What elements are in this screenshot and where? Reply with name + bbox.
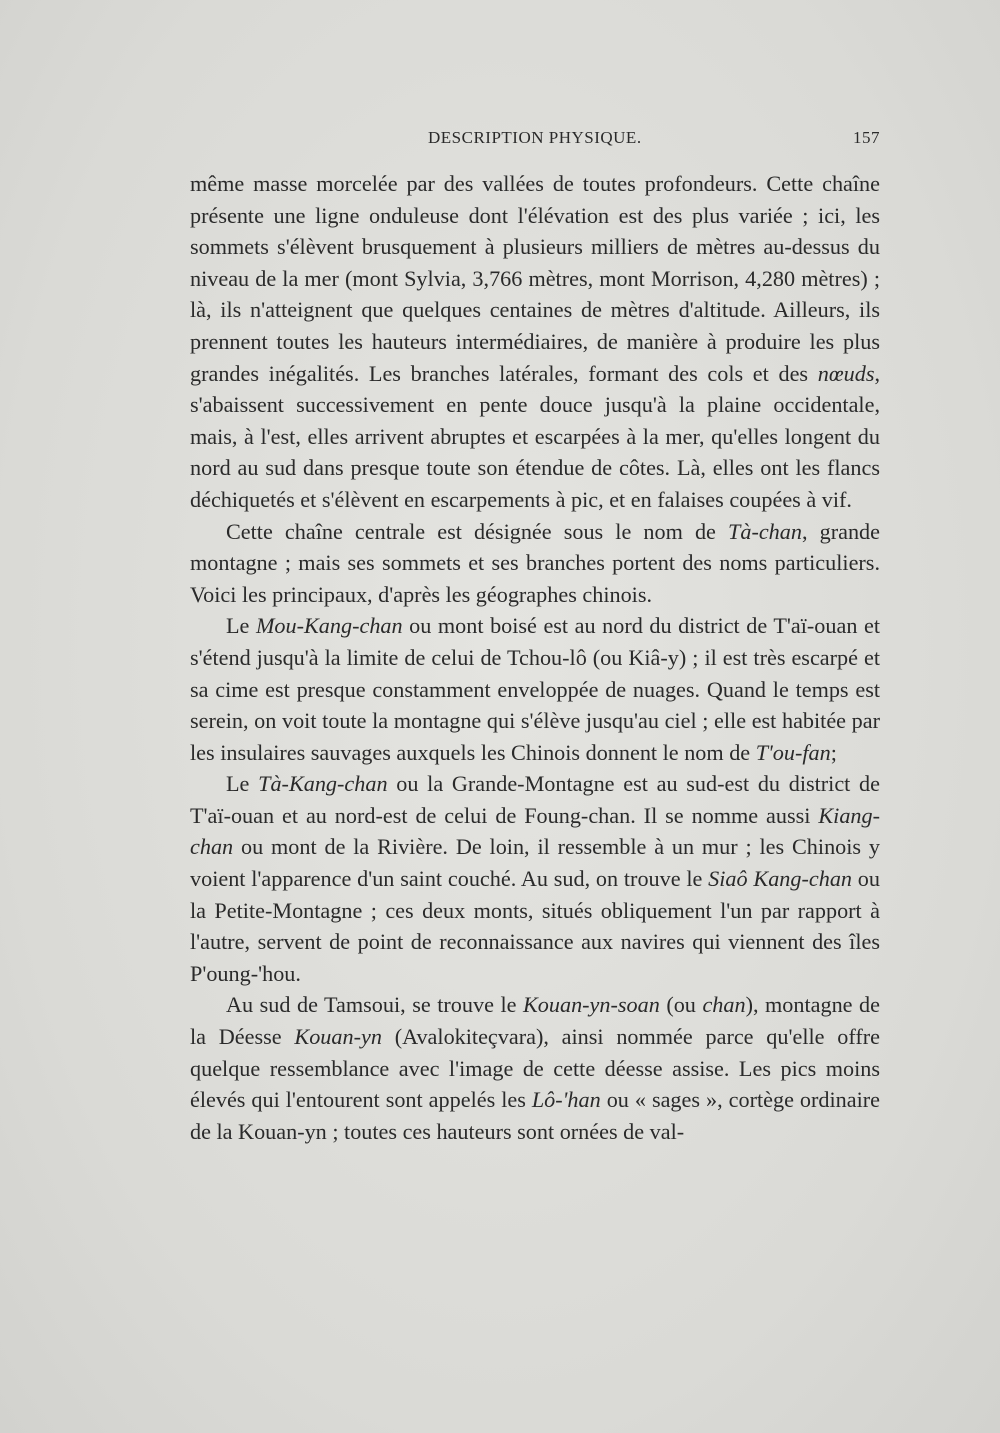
text-run: ou mont boisé est au nord du district de T'aï-ouan et s'étend jusqu'à la limite de celui de Tchou-lô (ou Kiâ-y) ; il est très escarpé et sa cime est presque constamment enveloppée de nuages. Quand le temps est serein, on voit toute la montagne qui s'élève jusqu'au ciel ; elle est habitée par les insulaires sauvages auxquels les Chinois donnent le nom de (190, 613, 880, 765)
page-number: 157 (853, 128, 880, 147)
italic-term: Lô-'han (531, 1087, 601, 1113)
text-run: ou mont de la Rivière. De loin, il ressemble à un mur ; les Chinois y voient l'apparence d'un saint couché. Au sud, on trouve le (190, 834, 880, 892)
italic-term: Kouan-yn-soan (522, 992, 660, 1018)
paragraph (190, 768, 880, 989)
text-run: , grande montagne ; mais ses sommets et ses branches portent des noms particuliers. Voici les principaux, d'après les géographes chinois. (190, 518, 880, 607)
paragraph (190, 610, 880, 768)
running-title: DESCRIPTION PHYSIQUE. (428, 128, 642, 147)
paragraph (190, 516, 880, 611)
italic-term: Kouan-yn (294, 1024, 382, 1050)
italic-term: Tà-chan (728, 518, 802, 544)
text-run: Le (226, 771, 259, 797)
text-run: Cette chaîne centrale est désignée sous le nom de (226, 518, 729, 544)
paragraph (190, 989, 880, 1147)
text-run: (ou (659, 992, 703, 1018)
italic-term: T'ou-fan (755, 739, 831, 765)
text-run: Au sud de Tamsoui, se trouve le (226, 992, 523, 1018)
text-run: même masse morcelée par des vallées de toutes profondeurs. Cette chaîne présente une ligne onduleuse dont l'élévation est des plus variée ; ici, les sommets s'élèvent brusquement à plusieurs milliers de mètres au-dessus du niveau de la mer (mont Sylvia, 3,766 mètres, mont Morrison, 4,280 mètres) ; là, ils n'atteignent que quelques centaines de mètres d'altitude. Ailleurs, ils prennent toutes les hauteurs intermédiaires, de manière à produire les plus grandes inégalités. Les branches latérales, formant des cols et des (190, 171, 880, 386)
text-run: , s'abaissent successivement en pente douce jusqu'à la plaine occidentale, mais, à l'est, elles arrivent abruptes et escarpées à la mer, qu'elles longent du nord au sud dans presque toute son étendue de côtes. Là, elles ont les flancs déchiquetés et s'élèvent en escarpements à pic, et en falaises coupées à vif. (190, 360, 880, 512)
italic-term: Mou-Kang-chan (255, 613, 403, 639)
text-run: ou la Petite-Montagne ; ces deux monts, situés obliquement l'un par rapport à l'autre, servent de point de reconnaissance aux navires qui viennent des îles P'oung-'hou. (190, 866, 880, 986)
body-text (190, 168, 880, 1147)
text-run: ), montagne de la Déesse (190, 992, 880, 1050)
italic-term: nœuds (817, 360, 875, 386)
text-run: (Avalokiteçvara), ainsi nommée parce qu'elle offre quelque ressemblance avec l'image de cette déesse assise. Les pics moins élevés qui l'entourent sont appelés les (190, 1024, 880, 1113)
italic-term: Siaô Kang-chan (708, 866, 853, 892)
italic-term: Kiang-chan (190, 802, 880, 860)
text-run: ou « sages », cortège ordinaire de la Kouan-yn ; toutes ces hauteurs sont ornées de val- (190, 1087, 880, 1144)
paragraph (190, 168, 880, 516)
italic-term: Tà-Kang-chan (258, 771, 388, 797)
italic-term: chan (702, 992, 746, 1018)
text-run: ; (830, 739, 837, 765)
text-run: ou la Grande-Montagne est au sud-est du district de T'aï-ouan et au nord-est de celui de Foung-chan. Il se nomme aussi (190, 771, 881, 828)
text-run: Le (226, 613, 256, 639)
